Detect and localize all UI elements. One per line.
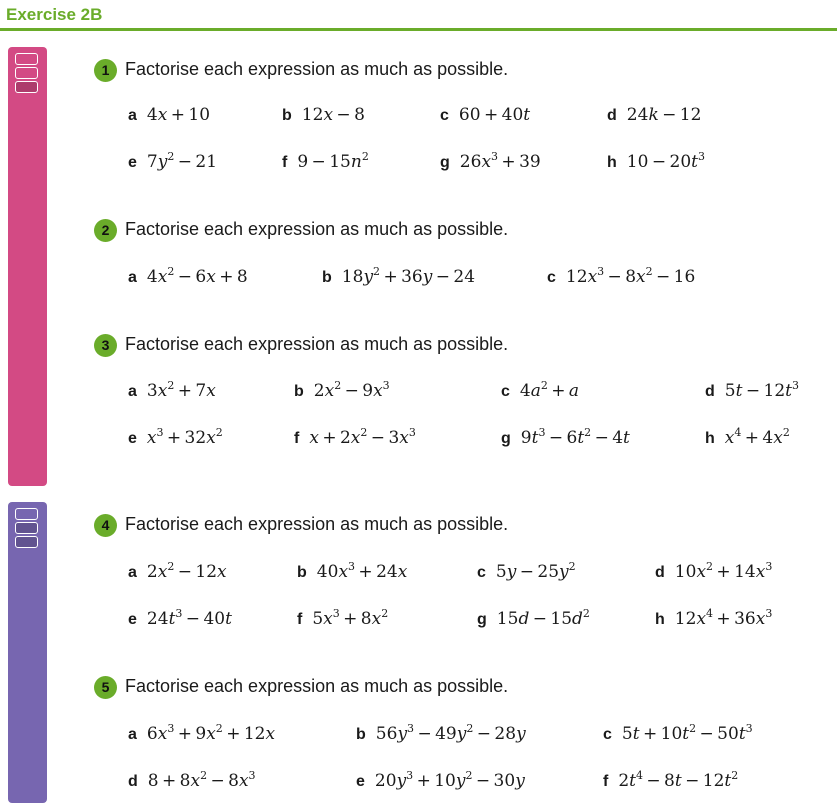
math-expression: $6x^3 + 9x^2 + 12x$ xyxy=(146,722,276,744)
math-expression: $4a^2 + a$ xyxy=(519,379,580,401)
math-expression: 24k − 12 xyxy=(626,105,702,125)
question-part xyxy=(547,266,695,287)
math-expression: $5x^3 + 8x^2$ xyxy=(312,607,389,629)
question-part xyxy=(655,561,772,582)
part-label: e xyxy=(356,773,365,790)
part-label: b xyxy=(282,107,292,124)
math-expression: $40x^3 + 24x$ xyxy=(316,560,408,582)
math-expression: $26x^3 + 39$ xyxy=(459,150,541,172)
part-label: e xyxy=(128,611,137,628)
part-label: e xyxy=(128,154,137,171)
question-part xyxy=(128,427,223,448)
math-expression: $20y^3 + 10y^2 - 30y$ xyxy=(374,769,525,791)
question-number: 2 xyxy=(94,219,117,242)
part-label: a xyxy=(128,383,137,400)
question-part xyxy=(501,427,630,448)
difficulty-band-pink xyxy=(8,47,47,486)
question-part xyxy=(440,151,541,172)
part-label: a xyxy=(128,107,137,124)
part-label: c xyxy=(477,564,486,581)
math-expression: $3x^2 + 7x$ xyxy=(146,379,216,401)
question-prompt: Factorise each expression as much as possible. xyxy=(125,59,509,79)
part-label: a xyxy=(128,564,137,581)
part-label: a xyxy=(128,726,137,743)
part-label: h xyxy=(607,154,617,171)
part-label: b xyxy=(322,269,332,286)
math-expression: $24t^3 - 40t$ xyxy=(146,607,232,629)
math-expression: 60 + 40t xyxy=(458,105,531,125)
math-expression: $2x^2 - 9x^3$ xyxy=(313,379,390,401)
question-part xyxy=(607,151,705,172)
question-part xyxy=(128,723,275,744)
part-label: c xyxy=(603,726,612,743)
math-expression: $5t - 12t^3$ xyxy=(724,379,799,401)
math-expression: 4x + 10 xyxy=(146,105,211,125)
question-part xyxy=(440,104,530,125)
question-part xyxy=(297,561,407,582)
question-part xyxy=(322,266,475,287)
question-part xyxy=(282,151,369,172)
part-label: b xyxy=(297,564,307,581)
exercise-title: Exercise 2B xyxy=(6,5,103,24)
difficulty-box xyxy=(15,67,38,79)
part-label: f xyxy=(282,154,288,171)
part-label: f xyxy=(603,773,609,790)
question-part xyxy=(128,151,217,172)
math-expression: $8 + 8x^2 - 8x^3$ xyxy=(147,769,256,791)
math-expression: $15d - 15d^2$ xyxy=(496,607,590,629)
part-label: d xyxy=(607,107,617,124)
question-part xyxy=(128,266,248,287)
question-number: 1 xyxy=(94,59,117,82)
question-part xyxy=(294,427,416,448)
part-label: a xyxy=(128,269,137,286)
part-label: d xyxy=(128,773,138,790)
question-part xyxy=(603,770,738,791)
math-expression: $56y^3 - 49y^2 - 28y$ xyxy=(375,722,526,744)
math-expression: $x^3 + 32x^2$ xyxy=(146,426,223,448)
math-expression: $2t^4 - 8t - 12t^2$ xyxy=(618,769,739,791)
question-part xyxy=(501,380,579,401)
part-label: b xyxy=(356,726,366,743)
part-label: d xyxy=(705,383,715,400)
question-part xyxy=(603,723,753,744)
question-part xyxy=(607,104,701,125)
math-expression: $9 - 15n^2$ xyxy=(297,150,369,172)
question-part xyxy=(477,561,576,582)
part-label: f xyxy=(297,611,303,628)
question-part xyxy=(128,104,210,125)
math-expression: 12x − 8 xyxy=(301,105,365,125)
question-prompt: Factorise each expression as much as possible. xyxy=(125,676,509,696)
question-part xyxy=(282,104,365,125)
part-label: g xyxy=(477,611,487,628)
part-label: b xyxy=(294,383,304,400)
math-expression: $7y^2 - 21$ xyxy=(146,150,218,172)
math-expression: $12x^4 + 36x^3$ xyxy=(674,607,773,629)
question-part xyxy=(294,380,390,401)
part-label: h xyxy=(705,430,715,447)
math-expression: $x^4 + 4x^2$ xyxy=(724,426,790,448)
question-prompt: Factorise each expression as much as possible. xyxy=(125,514,509,534)
math-expression: $12x^3 - 8x^2 - 16$ xyxy=(565,265,696,287)
difficulty-box xyxy=(15,53,38,65)
part-label: c xyxy=(547,269,556,286)
math-expression: $9t^3 - 6t^2 - 4t$ xyxy=(520,426,630,448)
math-expression: $10x^2 + 14x^3$ xyxy=(674,560,773,582)
question-prompt: Factorise each expression as much as possible. xyxy=(125,219,509,239)
question-part xyxy=(705,380,799,401)
part-label: e xyxy=(128,430,137,447)
question-part xyxy=(128,770,256,791)
math-expression: $x + 2x^2 - 3x^3$ xyxy=(309,426,416,448)
question-part xyxy=(297,608,388,629)
question-part xyxy=(356,723,526,744)
question-prompt: Factorise each expression as much as possible. xyxy=(125,334,509,354)
math-expression: $18y^2 + 36y - 24$ xyxy=(341,265,476,287)
part-label: f xyxy=(294,430,300,447)
math-expression: $10 - 20t^3$ xyxy=(626,150,705,172)
difficulty-box xyxy=(15,508,38,520)
question-part xyxy=(477,608,590,629)
math-expression: $2x^2 - 12x$ xyxy=(146,560,227,582)
difficulty-box-filled xyxy=(15,81,38,93)
question-part xyxy=(705,427,790,448)
difficulty-band-purple xyxy=(8,502,47,803)
question-number: 3 xyxy=(94,334,117,357)
question-part xyxy=(128,380,216,401)
math-expression: $5t + 10t^2 - 50t^3$ xyxy=(621,722,753,744)
question-part xyxy=(128,561,227,582)
question-part xyxy=(128,608,232,629)
part-label: d xyxy=(655,564,665,581)
question-part xyxy=(655,608,772,629)
question-part xyxy=(356,770,525,791)
question-number: 5 xyxy=(94,676,117,699)
difficulty-box-filled xyxy=(15,522,38,534)
part-label: g xyxy=(440,154,450,171)
part-label: h xyxy=(655,611,665,628)
part-label: g xyxy=(501,430,511,447)
difficulty-box-filled xyxy=(15,536,38,548)
question-number: 4 xyxy=(94,514,117,537)
math-expression: $4x^2 - 6x + 8$ xyxy=(146,265,248,287)
title-underline xyxy=(0,28,837,31)
part-label: c xyxy=(501,383,510,400)
part-label: c xyxy=(440,107,449,124)
math-expression: $5y - 25y^2$ xyxy=(495,560,576,582)
